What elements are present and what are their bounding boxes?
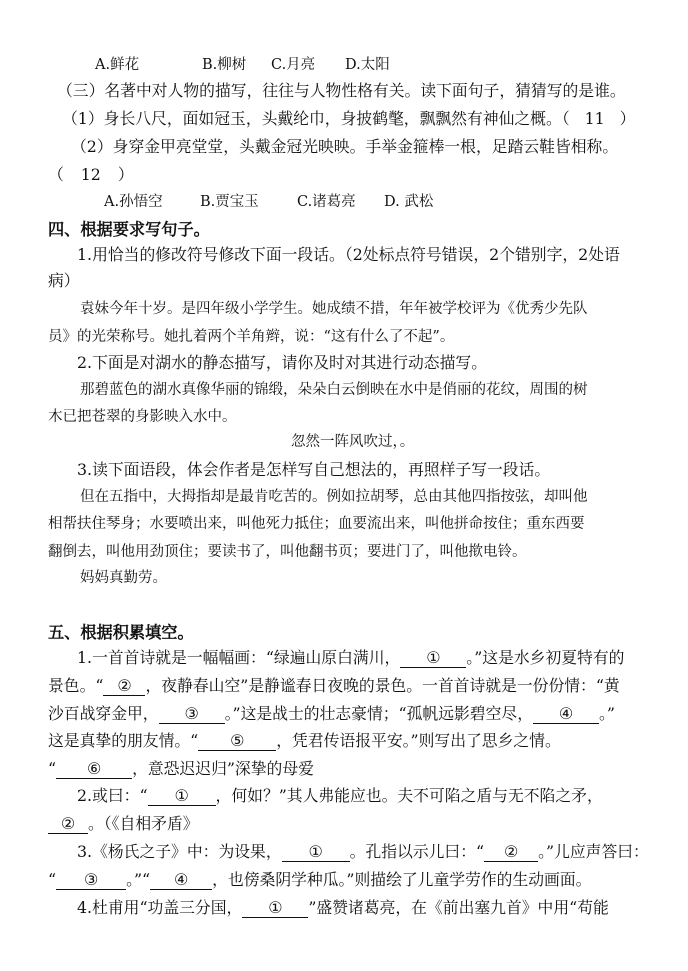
s3-option-d: D. 武松 (384, 194, 434, 210)
blank-4-1[interactable]: ① (242, 900, 308, 918)
s3-option-d-row (384, 190, 433, 211)
item1-close: ） (619, 109, 636, 128)
s5-q1-line2 (48, 673, 620, 696)
s5-q1-l: ，意恐迟迟归”深挚的母爱 (132, 759, 314, 778)
blank-1-6[interactable]: ⑥ (56, 761, 132, 779)
s5-q1-line5 (48, 756, 314, 779)
s4-q3-passage2: 相帮扶住琴身；水要喷出来，叫他死力抵住；血要流出来，叫他拼命按住；重东西要 (48, 516, 585, 532)
item2-close: ） (117, 165, 134, 184)
s5-q2-a: 2.或曰：“ (77, 786, 148, 805)
item2-answer: 12 (80, 165, 101, 184)
s5-q3-line1 (77, 839, 649, 862)
s5-q1-h: 。” (599, 704, 615, 723)
s5-q1-c: 。”这是水乡初夏特有的 (466, 648, 625, 667)
s5-q1-i: 这是真挚的朋友情。“ (48, 731, 199, 750)
option-d: D.太阳 (345, 57, 390, 73)
s4-q3-passage1: 但在五指中，大拇指却是最肯吃苦的。例如拉胡琴，总由其他四指按弦，却叫他 (80, 489, 588, 505)
s5-q3-line2 (48, 867, 591, 890)
s5-q1-k: “ (48, 759, 57, 778)
option-d-row (345, 53, 390, 74)
s5-q3-c: 。孔指以示儿曰：“ (349, 842, 485, 861)
blank-1-1[interactable]: ① (400, 650, 466, 668)
option-b-row (202, 53, 246, 74)
s4-q3-passage3: 翻倒去，叫他用劲顶住；要读书了，叫他翻书页；要进门了，叫他揿电铃。 (48, 544, 527, 560)
s3-option-b: B.贾宝玉 (200, 194, 259, 210)
s4-q2-passage2: 木已把苍翠的身影映入水中。 (48, 409, 237, 425)
s4-q1-text: 1.用恰当的修改符号修改下面一段话。（2处标点符号错误，2个错别字，2处语 (77, 245, 620, 264)
s5-q4-c: ”盛赞诸葛亮，在《前出塞九首》中用“苟能 (308, 898, 609, 917)
option-a: A.鲜花 (95, 57, 140, 73)
s5-q3-a: 3.《杨氏之子》中：为设果， (77, 842, 282, 861)
s3-option-b-row (200, 190, 259, 211)
s5-q4-a: 4.杜甫用“功盖三分国， (77, 898, 243, 917)
blank-1-4[interactable]: ④ (533, 706, 599, 724)
s5-q1-d: 景色。“ (48, 676, 104, 695)
s4-q2-text: 2.下面是对湖水的静态描写，请你及时对其进行动态描写。 (77, 353, 487, 372)
s5-q3-f: 。”“ (126, 870, 151, 889)
s5-q1-a: 1.一首首诗就是一幅幅画：“绿遍山原白满川， (77, 648, 401, 667)
blank-1-5[interactable]: ⑤ (198, 733, 276, 751)
blank-2-1[interactable]: ① (148, 788, 216, 806)
s4-q2-passage1: 那碧蓝色的湖水真像华丽的锦缎，朵朵白云倒映在水中是俏丽的花纹，周围的树 (80, 382, 588, 398)
s4-q1-text2: 病） (48, 271, 80, 290)
s5-q1-j: ，凭君传语报平安。”则写出了思乡之情。 (276, 731, 561, 750)
s5-q1-line4 (48, 728, 561, 751)
s4-q3-text: 3.读下面语段，体会作者是怎样写自己想法的，再照样子写一段话。 (77, 460, 551, 479)
s4-q3-passage4: 妈妈真勤劳。 (80, 570, 167, 586)
s3-option-a-row (104, 190, 163, 211)
section5-heading: 五、根据积累填空。 (48, 623, 194, 642)
section3-item2: （2）身穿金甲亮堂堂，头戴金冠光映映。手举金箍棒一根，足踏云鞋皆相称。 (71, 137, 619, 156)
section3-heading: （三）名著中对人物的描写，往往与人物性格有关。读下面句子，猜猜写的是谁。 (57, 81, 626, 100)
s5-q1-g: 。”这是战士的壮志豪情；“孤帆远影碧空尽， (224, 704, 533, 723)
s5-q2-c: ，何如？”其人弗能应也。夫不可陷之盾与无不陷之矛， (215, 786, 603, 805)
s5-q3-e: “ (48, 870, 57, 889)
blank-1-3[interactable]: ③ (159, 706, 225, 724)
s4-q2-prompt: 忽然一阵风吹过，。 (291, 434, 415, 450)
s5-q2-d: 。（《自相矛盾》 (88, 814, 199, 833)
s5-q1-line1 (77, 645, 624, 668)
s4-q1-passage2: 员》的光荣称号。她扎着两个羊角辫，说：“这有什么了不起”。 (48, 329, 455, 345)
s5-q1-line3 (48, 701, 615, 724)
s3-option-c-row (297, 190, 356, 211)
s5-q2-line2 (48, 811, 199, 834)
s5-q3-d: 。”儿应声答曰： (538, 842, 649, 861)
option-c-row (271, 53, 315, 74)
blank-2-2[interactable]: ② (48, 816, 88, 834)
item2-open: （ (48, 165, 64, 184)
option-b: B.柳树 (202, 57, 247, 73)
s4-q1-passage1: 袁妹今年十岁。是四年级小学学生。她成绩不措，年年被学校评为《优秀少先队 (80, 301, 588, 317)
section3-item1 (62, 106, 635, 129)
s3-option-c: C.诸葛亮 (297, 194, 356, 210)
s5-q1-e: ，夜静春山空”是静谧春日夜晚的景色。一首首诗就是一份份情：“黄 (145, 676, 620, 695)
s5-q4-line1 (77, 895, 609, 918)
s5-q1-f: 沙百战穿金甲， (48, 704, 159, 723)
blank-1-2[interactable]: ② (103, 678, 145, 696)
section4-heading: 四、根据要求写句子。 (48, 220, 210, 239)
blank-3-2[interactable]: ② (484, 844, 538, 862)
item1-answer: 11 (584, 109, 605, 128)
s3-option-a: A.孙悟空 (104, 194, 163, 210)
blank-3-1[interactable]: ① (282, 844, 350, 862)
s5-q2-line1 (77, 783, 603, 806)
s5-q3-g: ，也傍桑阴学种瓜。”则描绘了儿童学劳作的生动画面。 (212, 870, 592, 889)
section3-item2-answer-line (48, 162, 134, 185)
option-c: C.月亮 (271, 57, 316, 73)
blank-3-3[interactable]: ③ (56, 872, 126, 890)
item1-text: （1）身长八尺，面如冠玉，头戴纶巾，身披鹤氅，飘飘然有神仙之概。（ (62, 109, 570, 128)
q3-top-options-row (95, 53, 139, 74)
blank-3-4[interactable]: ④ (150, 872, 212, 890)
